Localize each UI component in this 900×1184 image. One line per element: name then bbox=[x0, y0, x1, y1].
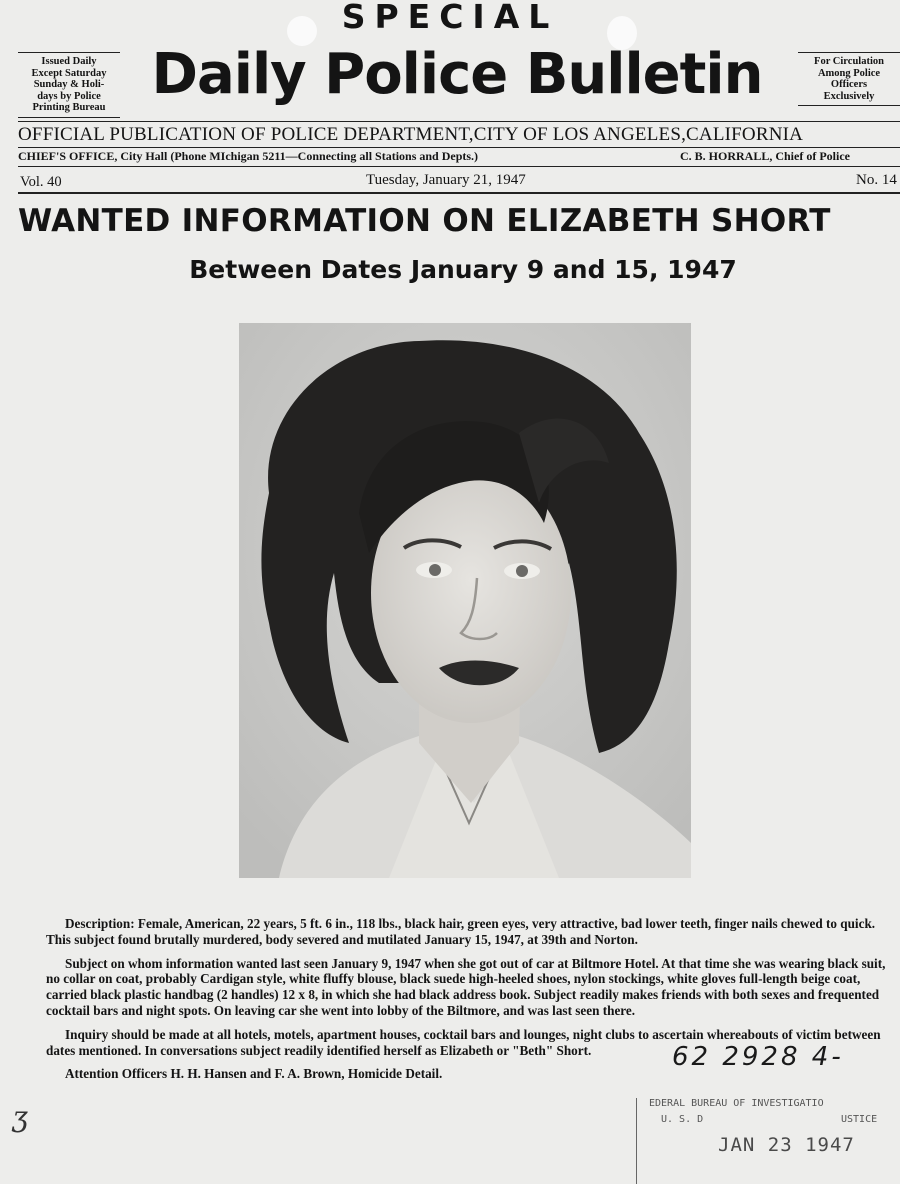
issue-info-line: Sunday & Holi- bbox=[33, 79, 105, 90]
circulation-line: Exclusively bbox=[823, 90, 875, 102]
volume-number: Vol. 40 bbox=[20, 174, 62, 190]
attention-paragraph: Attention Officers H. H. Hansen and F. A. Brown, Homicide Detail. bbox=[65, 1066, 443, 1082]
margin-mark: ʒ bbox=[12, 1100, 28, 1133]
stamp-dept-text: U. S. D bbox=[661, 1114, 704, 1125]
inquiry-paragraph: Inquiry should be made at all hotels, motels, apartment houses, cocktail bars and lounges, night clubs to ascertain whereabouts of victim between dates mentioned. In conversations subject readily identified herself as Elizabeth or "Beth" Short. bbox=[46, 1026, 881, 1058]
circulation-box bbox=[798, 52, 900, 106]
circulation-line: Among Police bbox=[817, 67, 881, 79]
issue-info-box bbox=[18, 52, 120, 118]
stamp-justice-text: USTICE bbox=[841, 1114, 878, 1125]
issue-date: Tuesday, January 21, 1947 bbox=[366, 172, 526, 188]
issue-number: No. 14 bbox=[856, 172, 897, 188]
special-label: SPECIAL bbox=[341, 0, 559, 36]
handwritten-file-number: 62 2928 4- bbox=[672, 1042, 844, 1072]
headline: WANTED INFORMATION ON ELIZABETH SHORT bbox=[18, 203, 831, 239]
portrait-photo bbox=[239, 323, 691, 878]
description-paragraph: Description: Female, American, 22 years, 5 ft. 6 in., 118 lbs., black hair, green eyes, very attractive, bad lower teeth, finger nails chewed to quick. This subject found brutally murdered, body severed and mutilated January 15, 1947, at 39th and Norton. bbox=[46, 916, 876, 947]
issue-info-line: days by Police bbox=[37, 90, 101, 102]
stamp-agency-text: EDERAL BUREAU OF INVESTIGATIO bbox=[649, 1098, 824, 1109]
chief-office-line: CHIEF'S OFFICE, City Hall (Phone MIchigan 5211—Connecting all Stations and Depts.) bbox=[18, 149, 479, 163]
official-publication-line: OFFICIAL PUBLICATION OF POLICE DEPARTMENT,CITY OF LOS ANGELES,CALIFORNIA bbox=[18, 124, 804, 145]
header-rule-bottom bbox=[18, 192, 900, 194]
portrait-image bbox=[239, 323, 691, 878]
header-rule-lower bbox=[18, 166, 900, 167]
circulation-line: For Circulation bbox=[814, 56, 884, 67]
last-seen-paragraph: Subject on whom information wanted last seen January 9, 1947 when she got out of car at Biltmore Hotel. At that time she was wearing black suit, no collar on coat, probably Cardigan style, white fluffy blouse, black suede high-heeled shoes, nylon stockings, white gloves full-length beige coat, carried black plastic handbag (2 handles) 12 x 8, in which she had black address book. Subject readily makes friends with both sexes and frequented cocktail bars and night spots. On leaving car she went into lobby of the Biltmore, and was last seen there. bbox=[46, 955, 886, 1018]
circulation-line: Officers bbox=[830, 79, 868, 90]
stamp-date: JAN 23 1947 bbox=[718, 1134, 855, 1156]
issue-info-line: Except Saturday bbox=[31, 67, 107, 79]
issue-info-line: Issued Daily bbox=[41, 56, 97, 67]
chief-name: C. B. HORRALL, Chief of Police bbox=[680, 149, 850, 163]
issue-info-line: Printing Bureau bbox=[32, 102, 106, 113]
subheadline: Between Dates January 9 and 15, 1947 bbox=[189, 255, 737, 284]
masthead-title: Daily Police Bulletin bbox=[151, 42, 763, 107]
